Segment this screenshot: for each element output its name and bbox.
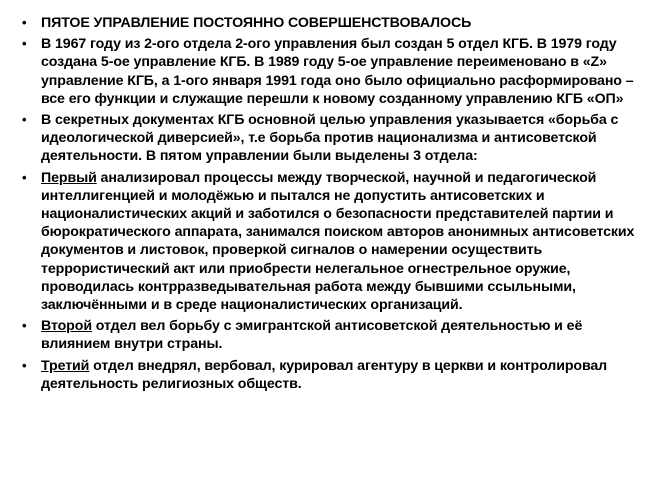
bullet-text: ПЯТОЕ УПРАВЛЕНИЕ ПОСТОЯННО СОВЕРШЕНСТВОВАЛОСЬ — [41, 15, 472, 31]
bullet-text: анализировал процессы между творческой, научной и педагогической интеллигенцией и молодёжью и пытался не допустить антисоветских и националистических акций и заботился о безопасности представителей партии и бюрократического аппарата, занимался поиском авторов анонимных антисоветских документов и листовок, проверкой сигналов о намерении осуществить террористический акт или приобрести нелегальное огнестрельное оружие, проводилась контрразведывательная работа между бывшими ссыльными, заключёнными и в среде националистических организаций. — [41, 169, 635, 314]
bullet-item-goal — [22, 111, 642, 166]
bullet-dot-icon: • — [22, 112, 27, 128]
bullet-dot-icon: • — [22, 36, 27, 52]
bullet-list — [22, 14, 642, 396]
bullet-dot-icon: • — [22, 15, 27, 30]
bullet-lead-word: Второй — [41, 318, 92, 335]
bullet-dot-icon: • — [22, 318, 27, 334]
bullet-item-second-department — [22, 317, 642, 353]
bullet-text: отдел вел борьбу с эмигрантской антисоветской деятельностью и её влиянием внутри страны. — [41, 318, 583, 353]
bullet-text: В секретных документах КГБ основной целью управления указывается «борьба с идеологической диверсией», т.е борьба против национализма и антисоветской деятельности. В пятом управлении были выделены 3 отдела: — [41, 112, 619, 165]
bullet-item-first-department — [22, 169, 642, 315]
bullet-dot-icon: • — [22, 169, 27, 185]
bullet-text: отдел внедрял, вербовал, курировал агентуру в церкви и контролировал деятельность религиозных обществ. — [41, 357, 608, 392]
bullet-item-history — [22, 35, 642, 108]
bullet-text: В 1967 году из 2-ого отдела 2-ого управления был создан 5 отдел КГБ. В 1979 году создана 5-ое управление КГБ. В 1989 году 5-ое управление переименовано в «Z» управление КГБ, а 1-ого января 1991 года оно было официально расформировано – все его функции и служащие перешли к новому созданному управлению КГБ «ОП» — [41, 36, 634, 107]
bullet-item-third-department — [22, 357, 642, 393]
bullet-item-heading — [22, 14, 642, 32]
bullet-lead-word: Третий — [41, 357, 90, 374]
bullet-lead-word: Первый — [41, 169, 97, 186]
bullet-dot-icon: • — [22, 357, 27, 373]
